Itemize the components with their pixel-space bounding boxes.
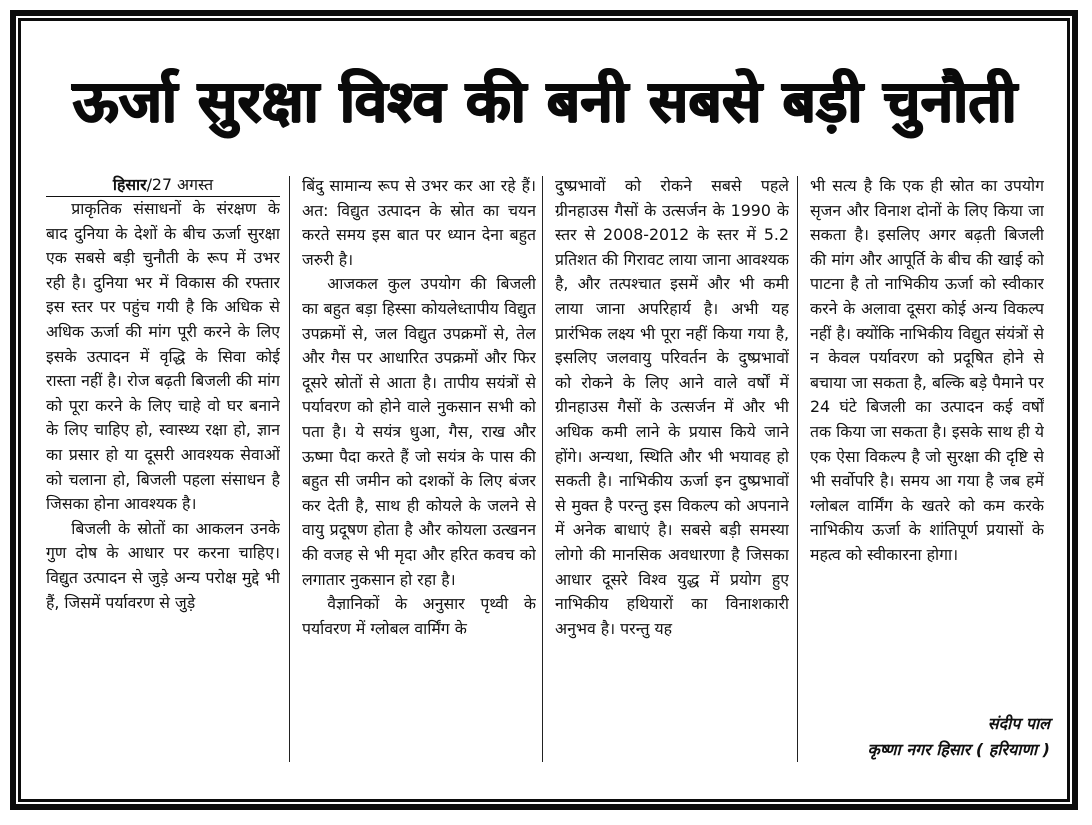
headline: ऊर्जा सुरक्षा विश्व की बनी सबसे बड़ी चुनौती: [72, 66, 1018, 135]
paragraph: आजकल कुल उपयोग की बिजली का बहुत बड़ा हिस्सा कोयलेध्तापीय विद्युत उपक्रमों से, जल विद्युत उपक्रमों से, तेल और गैस पर आधारित उपक्रमों और फिर दूसरे स्रोतों से आता है। तापीय सयंत्रों से पर्यावरण को होने वाले नुकसान सभी को पता है। ये सयंत्र धुआ, गैस, राख और ऊष्मा पैदा करते हैं जो सयंत्र के पास की बहुत सी जमीन को दशकों के लिए बंजर कर देती है, साथ ही कोयले के जलने से वायु प्रदूषण होता है और कोयला उत्खनन की वजह से भी मृदा और हरित कवच को लगातार नुकसान हो रहा है।: [302, 274, 536, 589]
paragraph: दुष्प्रभावों को रोकने सबसे पहले ग्रीनहाउस गैसों के उत्सर्जन के 1990 के स्तर से 2008-2012 के स्तर में 5.2 प्रतिशत की गिरावट लाया जाना आवश्यक है, और तत्पश्चात इसमें और भी कमी लाया जाना अपरिहार्य है। अभी यह प्रारंभिक लक्ष्य भी पूरा नहीं किया गया है, इसलिए जलवायु परिवर्तन के दुष्प्रभावों को रोकने के लिए आने वाले वर्षों में ग्रीनहाउस गैसों के उत्सर्जन में और भी अधिक कमी लाने के प्रयास किये जाने होंगे। अन्यथा, स्थिति और भी भयावह हो सकती है। नाभिकीय ऊर्जा इन दुष्प्रभावों से मुक्त है परन्तु इस विकल्प को अपनाने में अनेक बाधाएं है। सबसे बड़ी समस्या लोगो की मानसिक अवधारणा है जिसका आधार दूसरे विश्व युद्ध में प्रयोग हुए नाभिकीय हथियारों का विनाशकारी अनुभव है। परन्तु यह: [555, 176, 789, 638]
column-divider: [542, 176, 543, 762]
dateline: [46, 174, 280, 197]
paragraph: वैज्ञानिकों के अनुसार पृथ्वी के पर्यावरण में ग्लोबल वार्मिंग के: [302, 594, 536, 638]
paragraph: बिजली के स्रोतों का आकलन उनके गुण दोष के आधार पर करना चाहिए। विद्युत उत्पादन से जुड़े अन्य परोक्ष मुद्दे भी हैं, जिसमें पर्यावरण से जुड़े: [46, 518, 280, 612]
paragraph: भी सत्य है कि एक ही स्रोत का उपयोग सृजन और विनाश दोनों के लिए किया जा सकता है। इसलिए अगर बढ़ती बिजली की मांग और आपूर्ति के बीच की खाई को पाटना है तो नाभिकीय ऊर्जा को स्वीकार करने के अलावा दूसरा कोई अन्य विकल्प नहीं है। क्योंकि नाभिकीय विद्युत संयंत्रों से न केवल पर्यावरण को प्रदूषित होने से बचाया जा सकता है, बल्कि बड़े पैमाने पर 24 घंटे बिजली का उत्पादन कई वर्षों तक किया जा सकता है। इसके साथ ही ये एक ऐसा विकल्प है जो सुरक्षा की दृष्टि से भी सर्वोपरि है। समय आ गया है जब हमें ग्लोबल वार्मिंग के खतरे को कम करके नाभिकीय ऊर्जा के शांतिपूर्ण प्रयासों के महत्व को स्वीकारना होगा।: [810, 176, 1044, 564]
column-divider: [289, 176, 290, 762]
article-column-1: [46, 174, 280, 760]
paragraph: बिंदु सामान्य रूप से उभर कर आ रहे हैं। अत: विद्युत उत्पादन के स्रोत का चयन करते समय इस बात पर ध्यान देना बहुत जरुरी है।: [302, 176, 536, 269]
paragraph: प्राकृतिक संसाधनों के संरक्षण के बाद दुनिया के देशों के बीच ऊर्जा सुरक्षा एक सबसे बड़ी चुनौती के रूप में उभर रही है। दुनिया भर में विकास की रफ्तार इस स्तर पर पहुंच गयी है कि अधिक से अधिक ऊर्जा की मांग पूरी करने के लिए इसके उत्पादन में वृद्धि के सिवा कोई रास्ता नहीं है। रोज बढ़ती बिजली की मांग को पूरा करने के लिए चाहे वो घर बनाने के लिए चाहिए हो, स्वास्थ्य रक्षा हो, ज्ञान का प्रसार हो या दूसरी आवश्यक सेवाओं को चलाना हो, बिजली पहला संसाधन है जिसका होना आवश्यक है।: [46, 199, 280, 514]
column-divider: [797, 176, 798, 762]
article-column-4: [810, 174, 1044, 714]
byline-location: कृष्णा नगर हिसार ( हरियाणा ): [867, 740, 1050, 759]
byline-author: संदीप पाल: [987, 714, 1050, 733]
article-column-3: [555, 174, 789, 762]
article-column-2: [302, 174, 536, 762]
dateline-date: /27 अगस्त: [146, 175, 214, 194]
dateline-place: हिसार: [112, 175, 147, 194]
